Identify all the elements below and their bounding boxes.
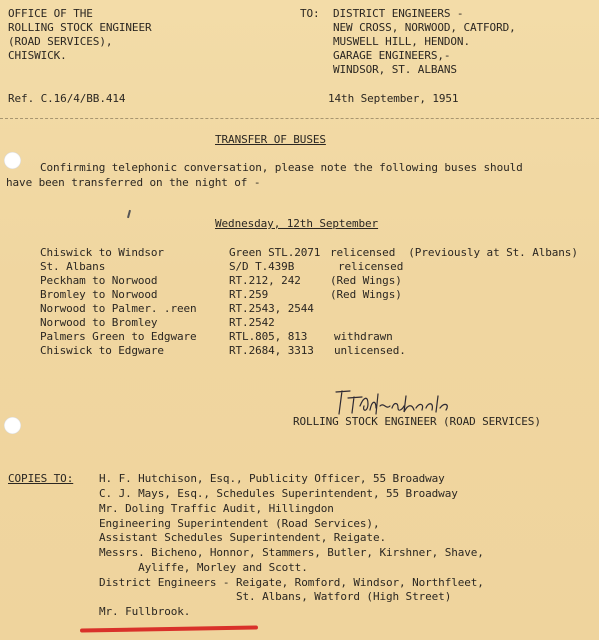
copies-label: COPIES TO: bbox=[8, 472, 74, 485]
from-line-1: OFFICE OF THE bbox=[8, 7, 93, 20]
transfer-route: Bromley to Norwood bbox=[40, 288, 158, 301]
transfer-note: withdrawn bbox=[334, 330, 393, 343]
transfer-note: (Red Wings) bbox=[330, 274, 402, 287]
reference: Ref. C.16/4/BB.414 bbox=[8, 92, 126, 105]
memo-title: TRANSFER OF BUSES bbox=[215, 133, 326, 146]
copies-line: Ayliffe, Morley and Scott. bbox=[99, 561, 308, 574]
transfer-buses: RT.2542 bbox=[229, 316, 275, 329]
copies-line: District Engineers - Reigate, Romford, Windsor, Northfleet, bbox=[99, 576, 484, 589]
transfer-buses: RT.2543, 2544 bbox=[229, 302, 314, 315]
transfer-route: Chiswick to Windsor bbox=[40, 246, 164, 259]
transfer-route: Palmers Green to Edgware bbox=[40, 330, 197, 343]
memo-date: 14th September, 1951 bbox=[328, 92, 459, 105]
transfer-route: Chiswick to Edgware bbox=[40, 344, 164, 357]
copies-line: Messrs. Bicheno, Honnor, Stammers, Butler, Kirshner, Shave, bbox=[99, 546, 484, 559]
intro-line-1: Confirming telephonic conversation, please note the following buses should bbox=[40, 161, 523, 174]
from-line-2: ROLLING STOCK ENGINEER bbox=[8, 21, 152, 34]
transfer-note: unlicensed. bbox=[334, 344, 406, 357]
to-line-5: WINDSOR, ST. ALBANS bbox=[333, 63, 457, 76]
transfer-day: Wednesday, 12th September bbox=[215, 217, 379, 230]
from-line-3: (ROAD SERVICES), bbox=[8, 35, 113, 48]
transfer-buses: RT.259 bbox=[229, 288, 269, 301]
transfer-note: relicensed (Previously at St. Albans) bbox=[330, 246, 578, 259]
transfer-buses: RTL.805, 813 bbox=[229, 330, 308, 343]
copies-line: Mr. Fullbrook. bbox=[99, 605, 191, 618]
to-label: TO: bbox=[300, 7, 320, 20]
transfer-note: relicensed bbox=[338, 260, 404, 273]
copies-line: Mr. Doling Traffic Audit, Hillingdon bbox=[99, 502, 334, 515]
punch-hole-top bbox=[4, 152, 21, 169]
transfer-route: Peckham to Norwood bbox=[40, 274, 158, 287]
from-line-4: CHISWICK. bbox=[8, 49, 67, 62]
to-line-2: NEW CROSS, NORWOOD, CATFORD, bbox=[333, 21, 516, 34]
transfer-route: Norwood to Palmer. .reen bbox=[40, 302, 197, 315]
red-pencil-mark bbox=[80, 625, 258, 632]
signatory-title: ROLLING STOCK ENGINEER (ROAD SERVICES) bbox=[293, 415, 541, 428]
copies-line: C. J. Mays, Esq., Schedules Superintendent, 55 Broadway bbox=[99, 487, 458, 500]
copies-line: Engineering Superintendent (Road Services), bbox=[99, 517, 380, 530]
transfer-note: (Red Wings) bbox=[330, 288, 402, 301]
transfer-buses: RT.2684, 3313 bbox=[229, 344, 314, 357]
stray-mark bbox=[127, 210, 131, 218]
punch-hole-bottom bbox=[4, 417, 21, 434]
copies-line: H. F. Hutchison, Esq., Publicity Officer, 55 Broadway bbox=[99, 472, 445, 485]
intro-line-2: have been transferred on the night of - bbox=[6, 176, 261, 189]
to-line-1: DISTRICT ENGINEERS - bbox=[333, 7, 464, 20]
fold-line bbox=[0, 118, 599, 119]
transfer-route: St. Albans bbox=[40, 260, 106, 273]
transfer-route: Norwood to Bromley bbox=[40, 316, 158, 329]
transfer-buses: Green STL.2071 bbox=[229, 246, 321, 259]
copies-line: Assistant Schedules Superintendent, Reigate. bbox=[99, 531, 386, 544]
to-line-3: MUSWELL HILL, HENDON. bbox=[333, 35, 470, 48]
transfer-buses: RT.212, 242 bbox=[229, 274, 301, 287]
transfer-buses: S/D T.439B bbox=[229, 260, 295, 273]
to-line-4: GARAGE ENGINEERS,- bbox=[333, 49, 451, 62]
copies-line: St. Albans, Watford (High Street) bbox=[99, 590, 452, 603]
